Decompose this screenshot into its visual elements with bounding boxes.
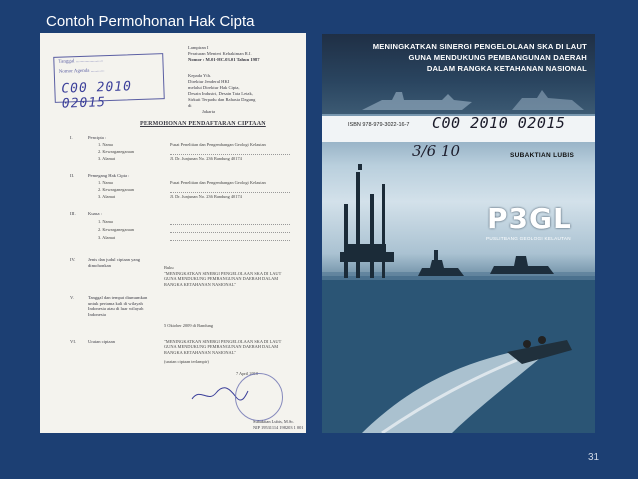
section-number: V. (70, 295, 74, 300)
slide-page-number: 31 (588, 452, 600, 463)
address-line: Jakarta (202, 109, 216, 114)
item-label: Uraian ciptaan (88, 339, 115, 344)
supply-vessel-icon (490, 256, 554, 274)
section-number: VI. (70, 339, 76, 344)
item-value: 5 Oktober 2009 di Bandung (164, 323, 214, 328)
cover-title-line: GUNA MENDUKUNG PEMBANGUNAN DAERAH (408, 53, 587, 62)
field-label: 3. Alamat (98, 235, 116, 240)
official-seal (235, 373, 304, 430)
field-label: 1. Nama (98, 180, 113, 185)
p3gl-logo: P3GL (487, 202, 572, 235)
signature-date: 7 April 2010 (236, 371, 259, 376)
address-line: Direktur Jenderal HKI (188, 79, 230, 84)
signatory-name: Subaktian Lubis, M.Sc. (253, 419, 295, 424)
handwritten-date: 3/6 10 (412, 142, 460, 160)
field-label: 2. Kewarganegaraan (98, 227, 134, 232)
lampiran-line: Peraturan Menteri Kehakiman R.I. (188, 51, 252, 56)
item-label: Jenis dan judul ciptaan yang dimohonkan (88, 257, 141, 268)
form-title: PERMOHONAN PENDAFTARAN CIPTAAN (140, 121, 266, 127)
field-value: Jl. Dr. Junjunan No. 236 Bandung 40174 (170, 156, 242, 161)
item-value: "MENINGKATKAN SINERGI PENGELOLAAN SKA DI LAUT GUNA MENDUKUNG PEMBANGUNAN DAERAH DALAM RANGKA KETAHANAN NASIONAL" (164, 271, 282, 287)
oil-rig-icon (340, 164, 394, 278)
book-cover-image (322, 34, 595, 433)
field-label: 1. Nama (98, 142, 113, 147)
stamp-date-line: Tanggal ...................... (58, 58, 104, 65)
address-line: melalui Direktur Hak Cipta, (188, 85, 240, 90)
author-name: SUBAKTIAN LUBIS (510, 152, 575, 159)
stamp-handwritten-number: C00 2010 02015 (61, 79, 133, 112)
item-label: Tanggal dan tempat diumumkan untuk pertama kali di wilayah Indonesia atau di luar wilayah Indonesia (88, 295, 148, 317)
field-label: 2. Kewarganegaraan (98, 149, 134, 154)
item-value: Buku (164, 265, 174, 270)
blank-line (170, 192, 290, 193)
cover-title-banner (322, 34, 595, 114)
section-number: I. (70, 135, 73, 140)
field-value: Jl. Dr. Junjunan No. 236 Bandung 40174 (170, 194, 242, 199)
lampiran-header (188, 45, 298, 63)
ship-silhouette-strip (322, 82, 595, 114)
tugboat-icon (418, 250, 464, 276)
item-value: "MENINGKATKAN SINERGI PENGELOLAAN SKA DI LAUT GUNA MENDUKUNG PEMBANGUNAN DAERAH DALAM RANGKA KETAHANAN NASIONAL" (164, 339, 282, 355)
slide-title: Contoh Permohonan Hak Cipta (46, 13, 255, 30)
isbn-text: ISBN 978-979-3022-16-7 (348, 122, 410, 128)
blank-line (170, 232, 290, 233)
section-number: IV. (70, 257, 76, 262)
copyright-application-form-scan (40, 33, 306, 433)
field-value: Pusat Penelitian dan Pengembangan Geologi Kelautan (170, 142, 266, 147)
section-heading: Kuasa : (88, 211, 102, 216)
section-heading: Pemegang Hak Cipta : (88, 173, 130, 178)
address-line: Kepada Yth. (188, 73, 212, 78)
p3gl-logo-subtitle: PUSLITBANG GEOLOGI KELAUTAN (486, 236, 571, 241)
received-stamp (53, 53, 165, 112)
field-label: 3. Alamat (98, 156, 116, 161)
field-label: 3. Alamat (98, 194, 116, 199)
handwritten-registration-number: C00 2010 02015 (432, 114, 566, 132)
cover-title-line: DALAM RANGKA KETAHANAN NASIONAL (426, 64, 587, 73)
section-heading: Pencipta : (88, 135, 107, 140)
field-label: 2. Kewarganegaraan (98, 187, 134, 192)
field-value: Pusat Penelitian dan Pengembangan Geologi Kelautan (170, 180, 266, 185)
lampiran-line: Lampiran I (188, 45, 209, 50)
blank-line (170, 240, 290, 241)
blank-line (170, 154, 290, 155)
section-number: III. (70, 211, 76, 216)
section-number: II. (70, 173, 75, 178)
seal-circle (235, 373, 283, 421)
recipient-address (188, 73, 298, 115)
stamp-agenda-line: Nomor Agenda ........... (58, 68, 105, 75)
blank-line (170, 224, 290, 225)
field-label: 1. Nama (98, 219, 113, 224)
signatory-nip: NIP 19531114 198203 1 001 (253, 425, 304, 430)
address-line: di (188, 103, 192, 108)
lampiran-line: Nomor : M.01-HC.03.01 Tahun 1987 (188, 57, 260, 62)
address-line: Desain Industri, Desain Tata Letak, (188, 91, 253, 96)
cover-title-line: MENINGKATKAN SINERGI PENGELOLAAN SKA DI LAUT (372, 42, 587, 51)
item-note: (uraian ciptaan terlampir) (164, 359, 209, 364)
address-line: Sirkuit Terpadu dan Rahasia Dagang (188, 97, 256, 102)
